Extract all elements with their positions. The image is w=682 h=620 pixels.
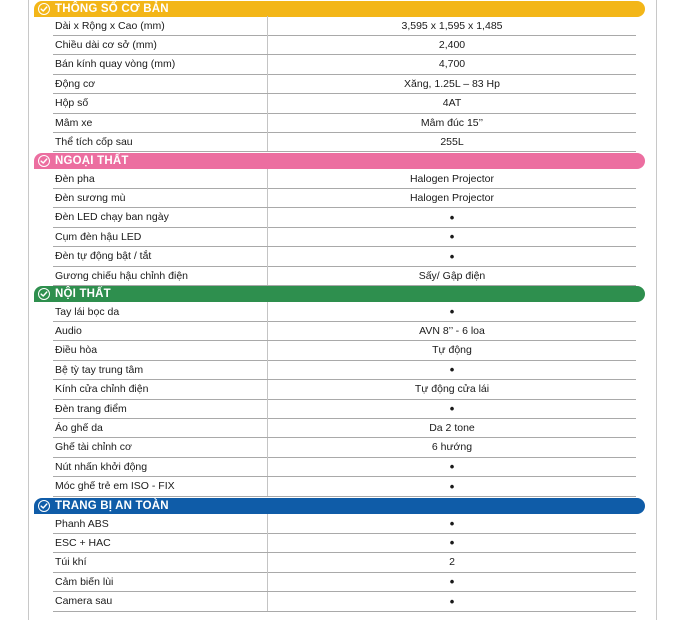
spec-label: Đèn sương mù	[55, 191, 126, 204]
spec-row	[53, 132, 636, 152]
spec-row	[53, 341, 636, 361]
spec-label: Điều hòa	[55, 344, 98, 357]
section-header-safety	[34, 498, 645, 514]
spec-value: Da 2 tone	[429, 421, 475, 434]
spec-label: Ghế tài chỉnh cơ	[55, 441, 132, 454]
spec-row	[53, 188, 636, 208]
spec-row	[53, 302, 636, 322]
feature-available-dot: •	[449, 478, 455, 494]
spec-value: 2	[449, 556, 455, 569]
check-circle-icon	[38, 3, 50, 15]
spec-row	[53, 514, 636, 534]
spec-label: Bán kính quay vòng (mm)	[55, 58, 176, 71]
spec-label: Đèn pha	[55, 172, 95, 185]
spec-row	[53, 113, 636, 133]
section-title: THÔNG SỐ CƠ BẢN	[55, 3, 169, 15]
spec-label: ESC + HAC	[55, 536, 111, 549]
spec-row	[53, 227, 636, 247]
section-title: TRANG BỊ AN TOÀN	[55, 500, 169, 512]
spec-value: Tự động	[432, 344, 472, 357]
spec-row	[53, 418, 636, 438]
feature-available-dot: •	[449, 229, 455, 245]
feature-available-dot: •	[449, 459, 455, 475]
spec-label: Audio	[55, 324, 82, 337]
spec-label: Tay lái bọc da	[55, 305, 120, 318]
section-title: NỘI THẤT	[55, 288, 111, 300]
check-circle-icon	[38, 500, 50, 512]
spec-label: Túi khí	[55, 556, 87, 569]
spec-value: 3,595 x 1,595 x 1,485	[401, 19, 503, 32]
section-header-interior	[34, 286, 645, 302]
spec-row	[53, 477, 636, 497]
feature-available-dot: •	[449, 248, 455, 264]
spec-value: AVN 8’’ - 6 loa	[419, 324, 485, 337]
feature-available-dot: •	[449, 209, 455, 225]
feature-available-dot: •	[449, 535, 455, 551]
spec-label: Cụm đèn hậu LED	[55, 230, 142, 243]
spec-row	[53, 35, 636, 55]
spec-label: Móc ghế trẻ em ISO - FIX	[55, 480, 175, 493]
spec-label: Cảm biến lùi	[55, 575, 114, 588]
spec-row	[53, 592, 636, 612]
spec-label: Kính cửa chỉnh điện	[55, 383, 149, 396]
spec-value: 4AT	[442, 97, 462, 110]
section-title: NGOẠI THẤT	[55, 155, 129, 167]
spec-row	[53, 16, 636, 36]
spec-label: Hộp số	[55, 97, 89, 110]
spec-value: Halogen Projector	[409, 191, 495, 204]
spec-row	[53, 380, 636, 400]
spec-row	[53, 360, 636, 380]
spec-value: Tự động cửa lái	[414, 383, 490, 396]
spec-row	[53, 94, 636, 114]
spec-value: Mâm đúc 15’’	[420, 116, 484, 129]
spec-value: Halogen Projector	[409, 172, 495, 185]
feature-available-dot: •	[449, 362, 455, 378]
spec-label: Bệ tỳ tay trung tâm	[55, 363, 144, 376]
spec-label: Mâm xe	[55, 116, 93, 129]
check-circle-icon	[38, 288, 50, 300]
spec-label: Gương chiếu hậu chỉnh điện	[55, 269, 189, 282]
feature-available-dot: •	[449, 304, 455, 319]
spec-label: Đèn trang điểm	[55, 402, 127, 415]
spec-row	[53, 399, 636, 419]
spec-value: 255L	[440, 135, 464, 148]
section-header-exterior	[34, 153, 645, 169]
spec-row	[53, 553, 636, 573]
spec-value: 6 hướng	[431, 441, 473, 454]
spec-row	[53, 572, 636, 592]
spec-label: Dài x Rộng x Cao (mm)	[55, 19, 165, 32]
spec-value: 4,700	[438, 58, 466, 71]
spec-label: Đèn LED chạy ban ngày	[55, 211, 169, 224]
spec-value: Xăng, 1.25L – 83 Hp	[404, 77, 500, 90]
spec-row	[53, 457, 636, 477]
section-header-basic	[34, 1, 645, 17]
spec-label: Camera sau	[55, 595, 113, 608]
spec-row	[53, 169, 636, 189]
spec-label: Đèn tự động bật / tắt	[55, 250, 152, 263]
spec-value: 2,400	[438, 38, 466, 51]
spec-row	[53, 74, 636, 94]
spec-label: Nút nhấn khởi động	[55, 460, 148, 473]
spec-row	[53, 266, 636, 286]
spec-row	[53, 55, 636, 75]
spec-row	[53, 208, 636, 228]
spec-label: Áo ghế da	[55, 421, 103, 434]
spec-value: Sấy/ Gập điện	[418, 269, 486, 282]
spec-row	[53, 533, 636, 553]
spec-label: Phanh ABS	[55, 517, 109, 530]
feature-available-dot: •	[449, 401, 455, 416]
spec-label: Động cơ	[55, 77, 96, 90]
feature-available-dot: •	[449, 516, 455, 531]
feature-available-dot: •	[449, 574, 455, 590]
spec-label: Chiều dài cơ sở (mm)	[55, 38, 157, 51]
spec-row	[53, 247, 636, 267]
feature-available-dot: •	[449, 593, 455, 609]
spec-row	[53, 321, 636, 341]
check-circle-icon	[38, 155, 50, 167]
spec-label: Thể tích cốp sau	[55, 135, 133, 148]
spec-row	[53, 438, 636, 458]
